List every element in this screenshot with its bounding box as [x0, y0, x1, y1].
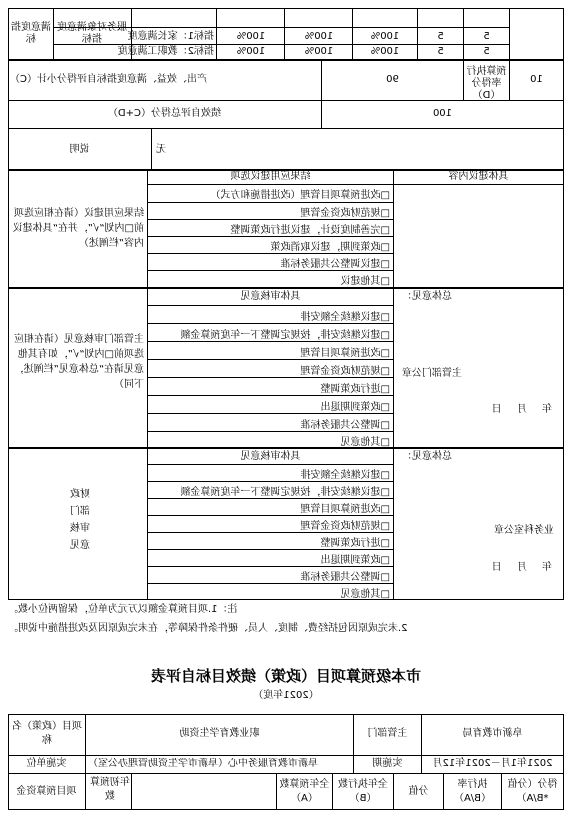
total-label: 绩效自评总得分（C+D）: [107, 108, 222, 119]
divider: [393, 170, 394, 288]
divider: [284, 8, 285, 60]
finance-date: 年 月 日: [485, 562, 552, 573]
subtotal-label: 产出、效益、满意度指标自评得分小计（C）: [10, 74, 207, 85]
dept-review-header: 具体审核意见: [240, 291, 301, 302]
suggestion-option[interactable]: □改进预算项目管理（改进措施和方式）: [210, 190, 390, 201]
dept-review-option[interactable]: □其他意见: [148, 431, 393, 449]
finance-review-left-label: 财政部门审核意见: [70, 489, 90, 551]
divider: [8, 773, 564, 774]
suggestion-options: [148, 185, 393, 288]
indicator-weight: 5: [437, 31, 444, 42]
finance-review-option[interactable]: □规范财政资金管理: [148, 515, 393, 533]
dept-name: 阜新市教育局: [462, 728, 523, 739]
col-initial-budget: 年初预算数: [90, 777, 130, 802]
impl-name: 阜新市教育服务中心（阜新市学生资助管理办公室）: [88, 758, 318, 769]
indicator-name: 指标1：家长满意度: [127, 31, 214, 42]
total-value: 100: [432, 108, 453, 119]
project-name: 职业教育学生资助: [179, 728, 260, 739]
dept-review-option[interactable]: □规范财政资金管理: [148, 359, 393, 378]
divider: [509, 8, 510, 60]
budget-rate-label: 预算执行率得分（D）: [466, 66, 507, 101]
divider: [393, 288, 394, 448]
finance-review-header: 具体审核意见: [240, 451, 301, 462]
finance-review-option[interactable]: □进行政策调整: [148, 532, 393, 550]
dept-review-option[interactable]: □建议继续全额安排: [148, 305, 393, 324]
col-annual-budget: 全年预算数（A）: [279, 779, 330, 804]
suggestion-option[interactable]: □政策到期，建议取消政策: [148, 236, 393, 254]
form-title: 市本级预算项目（政策）绩效目标自评表: [151, 667, 422, 685]
dept-review-option[interactable]: □调整公共服务标准: [148, 413, 393, 432]
divider: [131, 773, 132, 810]
indicator-weight: 5: [437, 46, 444, 57]
indicator-target: 100%: [236, 31, 266, 42]
dept-review-option[interactable]: □建议继续安排，按规定调整下一年度预算金额: [148, 323, 393, 342]
divider: [151, 128, 152, 170]
dept-review-option[interactable]: □改进预算项目管理: [148, 341, 393, 360]
suggestion-content-header: 具体建议内容: [448, 171, 509, 182]
suggestion-option[interactable]: □规范财政资金管理: [148, 202, 393, 220]
indicator-name: 指标2：教职工满意度: [117, 46, 214, 57]
indicator-score: 5: [483, 46, 490, 57]
finance-review-option[interactable]: □改进预算项目管理: [148, 498, 393, 516]
period-label: 实施期: [372, 758, 403, 769]
dept-review-option[interactable]: □政策到期退出: [148, 395, 393, 414]
suggestion-option[interactable]: □完善制度设计，建议进行政策调整: [148, 219, 393, 237]
dept-review-left-label: 主管部门审核意见（请在相应选项前□内划“√”，如有其他意见请在“总体意见”栏阐述，下同）: [13, 334, 144, 390]
dept-date: 年 月 日: [485, 404, 552, 415]
indicator-rate: 100%: [370, 46, 400, 57]
finance-overall-label: 总体意见：: [402, 451, 452, 462]
divider: [53, 8, 54, 60]
indicator-target: 100%: [236, 46, 266, 57]
finance-review-option[interactable]: □建议继续安排，按规定调整下一年度预算金额: [148, 481, 393, 499]
divider: [393, 448, 394, 600]
col-exec-rate: 执行率（B/A）: [453, 779, 492, 804]
indicator-rate: 100%: [370, 31, 400, 42]
finance-review-option[interactable]: □调整公共服务标准: [148, 566, 393, 584]
period-value: 2021年1月－2021年12月: [432, 758, 553, 769]
remark-label: 说明: [69, 144, 90, 155]
col-score: 得分（分值*B/A）: [507, 779, 558, 804]
finance-review-option[interactable]: □建议继续全额安排: [148, 464, 393, 482]
col-annual-exec: 全年执行数（B）: [338, 779, 388, 804]
subtotal-value: 90: [386, 74, 399, 85]
funds-label: 项目预算资金: [16, 786, 77, 797]
indicator-actual: 100%: [304, 46, 334, 57]
divider: [217, 27, 510, 28]
col-score-value: 分值: [408, 786, 429, 797]
divider: [8, 128, 564, 129]
divider: [216, 8, 217, 60]
remark-value: 无: [156, 144, 166, 155]
suggestion-option[interactable]: □其他建议: [148, 270, 393, 288]
finance-seal: 业务科室公章: [494, 525, 554, 536]
suggestion-option[interactable]: □建议调整公共服务标准: [148, 253, 393, 271]
finance-review-options: [148, 464, 393, 600]
dept-review-options: [148, 305, 393, 448]
dept-overall-label: 总体意见：: [402, 291, 452, 302]
impl-label: 实施单位: [26, 758, 67, 769]
indicator-actual: 100%: [304, 31, 334, 42]
project-label: 项目（政策）名称: [12, 721, 82, 746]
form-year: （2021年度）: [253, 690, 319, 701]
suggestion-options-header: 结果应用建议选项: [230, 171, 311, 182]
divider: [8, 755, 564, 756]
indicator-score: 5: [483, 31, 490, 42]
sub-label: 服务对象满意度指标: [57, 22, 127, 45]
dept-seal: 主管部门公章: [402, 368, 462, 379]
suggestion-left-label: 结果应用建议（请在相应选项前□内划“√”，并在“具体建议内容”栏阐述）: [12, 208, 144, 249]
dept-review-option[interactable]: □进行政策调整: [148, 377, 393, 396]
note-2: 2.未完成原因包括经费、制度、人员、硬件条件保障等，在未完成原因及改进措施中说明。: [8, 623, 408, 634]
finance-review-option[interactable]: □政策到期退出: [148, 549, 393, 567]
note-1: 注：1.项目预算金额以万元为单位，保留两位小数。: [8, 604, 238, 615]
row-label: 满意度指标: [11, 22, 51, 45]
finance-review-option[interactable]: □其他意见: [148, 583, 393, 601]
dept-label: 主管部门: [367, 728, 408, 739]
budget-rate-value: 10: [530, 74, 543, 85]
